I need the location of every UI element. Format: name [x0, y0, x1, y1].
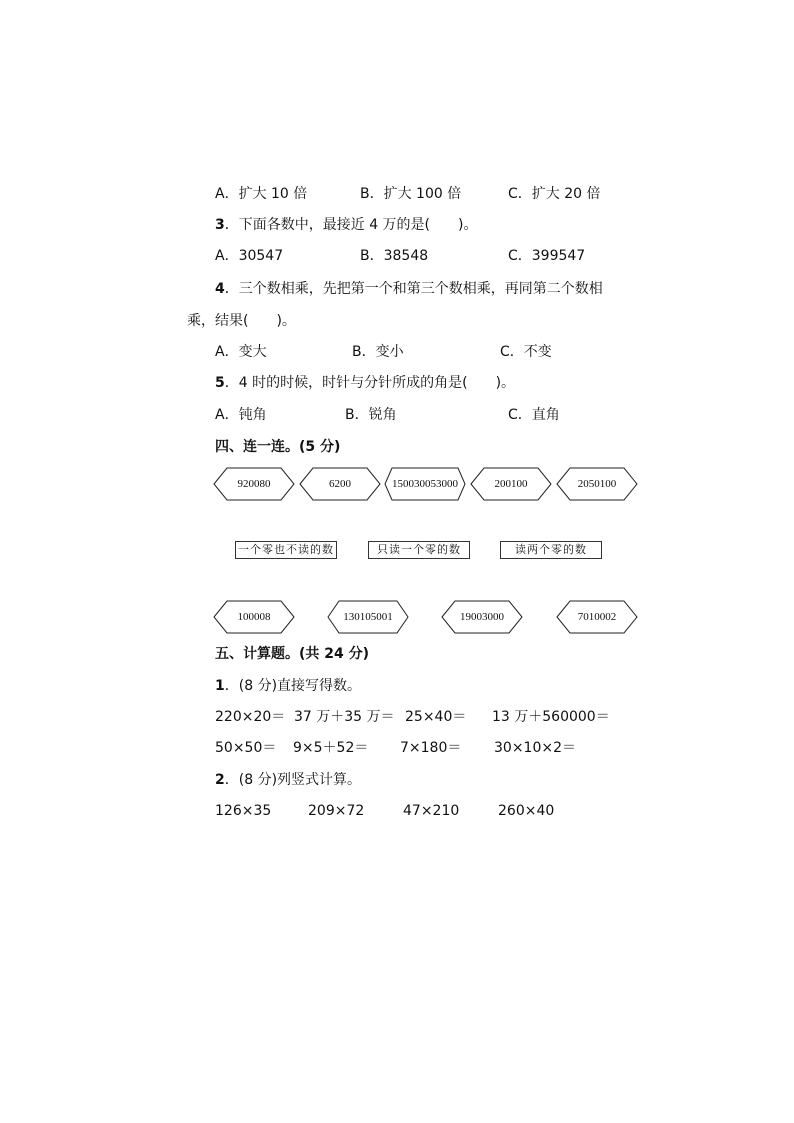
q4-option-a: A．变大 [215, 344, 267, 360]
category-box-no-zero: 一个零也不读的数 [235, 541, 337, 559]
hex-number [441, 600, 523, 634]
q3-option-b: B．38548 [360, 248, 429, 264]
calc-item: 25×40＝ [405, 709, 467, 725]
hex-number-text: 200100 [494, 478, 528, 490]
hex-number-text: 7010002 [577, 611, 617, 623]
hex-number-text: 100008 [237, 611, 271, 623]
q2-option-b: B．扩大 100 倍 [360, 186, 462, 202]
hex-number-text: 920080 [237, 478, 271, 490]
vertical-calc-item: 126×35 [215, 803, 272, 819]
question-number: 3 [215, 217, 225, 233]
q5-option-b: B．锐角 [345, 407, 397, 423]
q3-option-c: C．399547 [508, 248, 586, 264]
vertical-calc-item: 260×40 [498, 803, 555, 819]
category-box-two-zeros: 读两个零的数 [500, 541, 602, 559]
calc-item: 220×20＝ [215, 709, 286, 725]
question-text: ．下面各数中，最接近 4 万的是( )。 [224, 217, 478, 233]
hex-number-text: 150030053000 [392, 478, 458, 490]
vertical-calc-item: 209×72 [308, 803, 365, 819]
q5-option-c: C．直角 [508, 407, 560, 423]
hex-number [327, 600, 409, 634]
question-3 [215, 216, 477, 234]
hex-number [384, 467, 466, 501]
section-5-title: 五、计算题。(共 24 分) [215, 646, 370, 662]
calc-item: 37 万＋35 万＝ [294, 709, 395, 725]
hex-number [213, 467, 295, 501]
q2-option-c: C．扩大 20 倍 [508, 186, 601, 202]
hex-number [470, 467, 552, 501]
q2-option-a: A．扩大 10 倍 [215, 186, 308, 202]
question-4-continued: 乘，结果( )。 [187, 313, 296, 329]
question-text: ．三个数相乘，先把第一个和第三个数相乘，再同第二个数相 [224, 281, 603, 297]
hex-number [213, 600, 295, 634]
vertical-calc-item: 47×210 [403, 803, 460, 819]
hex-number [556, 467, 638, 501]
hex-number-text: 6200 [329, 478, 351, 490]
question-number: 5 [215, 375, 225, 391]
q4-option-c: C．不变 [500, 344, 552, 360]
section-5-question-2 [215, 771, 361, 789]
q3-option-a: A．30547 [215, 248, 284, 264]
hex-number-text: 130105001 [343, 611, 393, 623]
question-number: 4 [215, 281, 225, 297]
section-4-title: 四、连一连。(5 分) [215, 439, 341, 455]
hex-number-text: 19003000 [460, 611, 504, 623]
calc-item: 13 万＋560000＝ [492, 709, 610, 725]
q4-option-b: B．变小 [352, 344, 404, 360]
category-box-one-zero: 只读一个零的数 [368, 541, 470, 559]
question-text: ．(8 分)列竖式计算。 [224, 772, 362, 788]
q5-option-a: A．钝角 [215, 407, 267, 423]
section-5-question-1 [215, 677, 361, 695]
hex-number [556, 600, 638, 634]
question-4 [215, 280, 603, 298]
question-number: 1 [215, 678, 225, 694]
question-text: ．(8 分)直接写得数。 [224, 678, 362, 694]
calc-item: 7×180＝ [400, 740, 462, 756]
question-text: ．4 时的时候，时针与分针所成的角是( )。 [224, 375, 516, 391]
hex-number [299, 467, 381, 501]
calc-item: 9×5＋52＝ [293, 740, 369, 756]
hex-number-text: 2050100 [577, 478, 617, 490]
question-5 [215, 374, 515, 392]
question-number: 2 [215, 772, 225, 788]
calc-item: 50×50＝ [215, 740, 277, 756]
calc-item: 30×10×2＝ [494, 740, 576, 756]
